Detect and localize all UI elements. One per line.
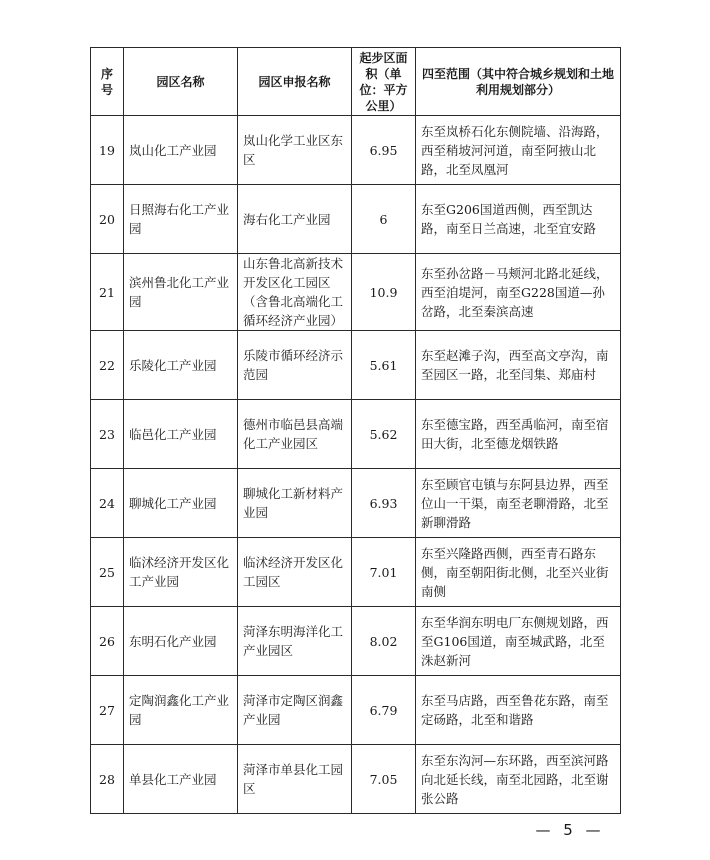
row-area: 6.79 — [352, 676, 416, 745]
row-scope: 东至东沟河—东环路，西至滨河路向北延长线，南至北园路，北至谢张公路 — [416, 745, 621, 814]
header-park-name: 园区名称 — [124, 48, 238, 116]
table-row — [91, 400, 621, 469]
table-row — [91, 185, 621, 254]
row-area: 7.05 — [352, 745, 416, 814]
row-no: 23 — [91, 400, 124, 469]
row-declared-name: 菏泽市单县化工园区 — [238, 745, 352, 814]
table-row — [91, 116, 621, 185]
row-park-name: 临沭经济开发区化工产业园 — [124, 538, 238, 607]
table-row — [91, 745, 621, 814]
page-number: — 5 — — [535, 821, 605, 839]
row-scope: 东至马店路，西至鲁花东路，南至定砀路，北至和谐路 — [416, 676, 621, 745]
row-declared-name: 岚山化学工业区东区 — [238, 116, 352, 185]
row-park-name: 临邑化工产业园 — [124, 400, 238, 469]
row-area: 7.01 — [352, 538, 416, 607]
park-table — [90, 47, 621, 814]
row-scope: 东至G206国道西侧，西至凯达路，南至日兰高速，北至宜安路 — [416, 185, 621, 254]
row-no: 26 — [91, 607, 124, 676]
row-scope: 东至岚桥石化东侧院墙、沿海路，西至稍坡河河道，南至阿掖山北路，北至凤凰河 — [416, 116, 621, 185]
row-park-name: 聊城化工产业园 — [124, 469, 238, 538]
table-row — [91, 331, 621, 400]
row-no: 24 — [91, 469, 124, 538]
row-declared-name: 乐陵市循环经济示范园 — [238, 331, 352, 400]
row-declared-name: 临沭经济开发区化工园区 — [238, 538, 352, 607]
row-area: 6 — [352, 185, 416, 254]
row-scope: 东至赵滩子沟，西至高文亭沟，南至园区一路，北至闫集、郑庙村 — [416, 331, 621, 400]
row-area: 5.61 — [352, 331, 416, 400]
table-row — [91, 676, 621, 745]
header-area: 起步区面积（单位：平方公里） — [352, 48, 416, 116]
row-park-name: 日照海右化工产业园 — [124, 185, 238, 254]
row-no: 20 — [91, 185, 124, 254]
row-declared-name: 山东鲁北高新技术开发区化工园区（含鲁北高端化工循环经济产业园） — [238, 254, 352, 331]
table-row — [91, 607, 621, 676]
row-declared-name: 菏泽市定陶区润鑫产业园 — [238, 676, 352, 745]
row-declared-name: 聊城化工新材料产业园 — [238, 469, 352, 538]
row-area: 5.62 — [352, 400, 416, 469]
row-scope: 东至孙岔路－马颊河北路北延线，西至洎堤河，南至G228国道—孙岔路，北至秦滨高速 — [416, 254, 621, 331]
header-no: 序号 — [91, 48, 124, 116]
table-row — [91, 538, 621, 607]
row-area: 6.95 — [352, 116, 416, 185]
row-no: 25 — [91, 538, 124, 607]
row-park-name: 滨州鲁北化工产业园 — [124, 254, 238, 331]
row-area: 8.02 — [352, 607, 416, 676]
row-no: 22 — [91, 331, 124, 400]
table-row — [91, 254, 621, 331]
row-no: 27 — [91, 676, 124, 745]
row-area: 10.9 — [352, 254, 416, 331]
row-park-name: 东明石化产业园 — [124, 607, 238, 676]
row-scope: 东至德宝路，西至禹临河，南至宿田大街，北至德龙烟铁路 — [416, 400, 621, 469]
row-park-name: 岚山化工产业园 — [124, 116, 238, 185]
row-declared-name: 菏泽东明海洋化工产业园区 — [238, 607, 352, 676]
row-no: 19 — [91, 116, 124, 185]
table-row — [91, 469, 621, 538]
row-declared-name: 海右化工产业园 — [238, 185, 352, 254]
row-area: 6.93 — [352, 469, 416, 538]
table-header-row — [91, 48, 621, 116]
row-declared-name: 德州市临邑县高端化工产业园区 — [238, 400, 352, 469]
row-scope: 东至顾官屯镇与东阿县边界，西至位山一干渠，南至老聊滑路，北至新聊滑路 — [416, 469, 621, 538]
row-park-name: 单县化工产业园 — [124, 745, 238, 814]
row-scope: 东至兴隆路西侧，西至青石路东侧，南至朝阳街北侧，北至兴业街南侧 — [416, 538, 621, 607]
row-park-name: 乐陵化工产业园 — [124, 331, 238, 400]
header-declared-name: 园区申报名称 — [238, 48, 352, 116]
header-scope: 四至范围（其中符合城乡规划和土地利用规划部分） — [416, 48, 621, 116]
row-scope: 东至华润东明电厂东侧规划路，西至G106国道，南至城武路，北至洙赵新河 — [416, 607, 621, 676]
row-no: 21 — [91, 254, 124, 331]
row-park-name: 定陶润鑫化工产业园 — [124, 676, 238, 745]
row-no: 28 — [91, 745, 124, 814]
